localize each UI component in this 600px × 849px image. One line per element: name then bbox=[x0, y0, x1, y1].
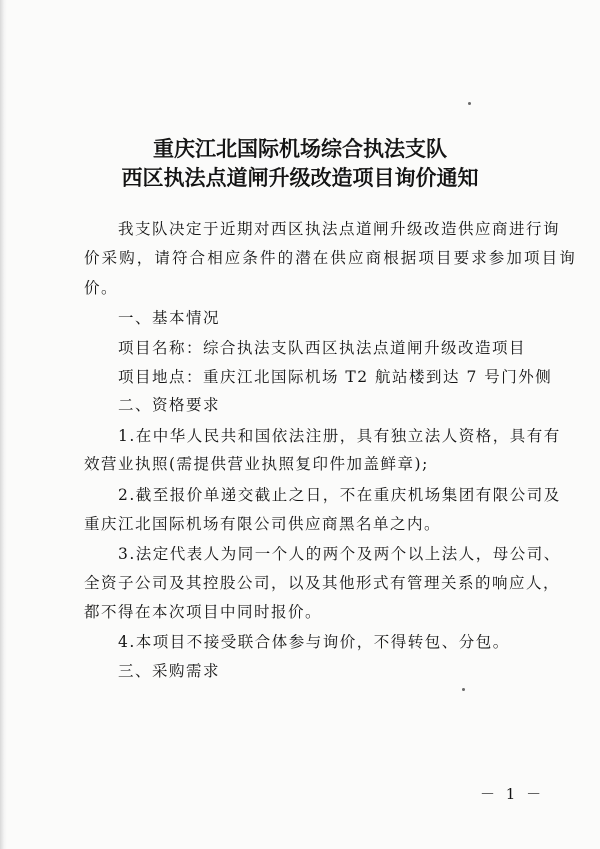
section-heading-qualifications: 二、资格要求 bbox=[118, 396, 221, 414]
document-title-line-2: 西区执法点道闸升级改造项目询价通知 bbox=[121, 165, 479, 190]
intro-paragraph-line-1: 我支队决定于近期对西区执法点道闸升级改造供应商进行询 bbox=[118, 220, 561, 238]
requirement-2-line-1: 2.截至报价单递交截止之日，不在重庆机场集团有限公司及 bbox=[118, 486, 561, 504]
requirement-4-line: 4.本项目不接受联合体参与询价，不得转包、分包。 bbox=[118, 633, 510, 651]
intro-paragraph-line-2: 价采购，请符合相应条件的潜在供应商根据项目要求参加项目询 bbox=[84, 249, 577, 267]
document-title-line-1: 重庆江北国际机场综合执法支队 bbox=[153, 136, 447, 161]
project-location-line: 项目地点：重庆江北国际机场 T2 航站楼到达 7 号门外侧 bbox=[118, 368, 553, 386]
section-heading-procurement-needs: 三、采购需求 bbox=[118, 662, 221, 680]
requirement-1-line-1: 1.在中华人民共和国依法注册，具有独立法人资格，具有有 bbox=[118, 427, 561, 445]
page-number: － 1 － bbox=[480, 785, 545, 803]
requirement-3-line-3: 都不得在本次项目中同时报价。 bbox=[84, 603, 323, 621]
scan-speck bbox=[468, 102, 471, 105]
project-name-line: 项目名称：综合执法支队西区执法点道闸升级改造项目 bbox=[118, 339, 527, 357]
section-heading-basic-info: 一、基本情况 bbox=[118, 309, 221, 327]
scan-speck bbox=[462, 688, 465, 691]
requirement-1-line-2: 效营业执照(需提供营业执照复印件加盖鲜章); bbox=[84, 455, 429, 473]
scan-edge-shadow bbox=[0, 0, 7, 849]
requirement-3-line-1: 3.法定代表人为同一个人的两个及两个以上法人，母公司、 bbox=[118, 545, 561, 563]
requirement-2-line-2: 重庆江北国际机场有限公司供应商黑名单之内。 bbox=[84, 515, 442, 533]
requirement-3-line-2: 全资子公司及其控股公司，以及其他形式有管理关系的响应人， bbox=[84, 574, 561, 592]
intro-paragraph-line-3: 价。 bbox=[84, 279, 119, 297]
